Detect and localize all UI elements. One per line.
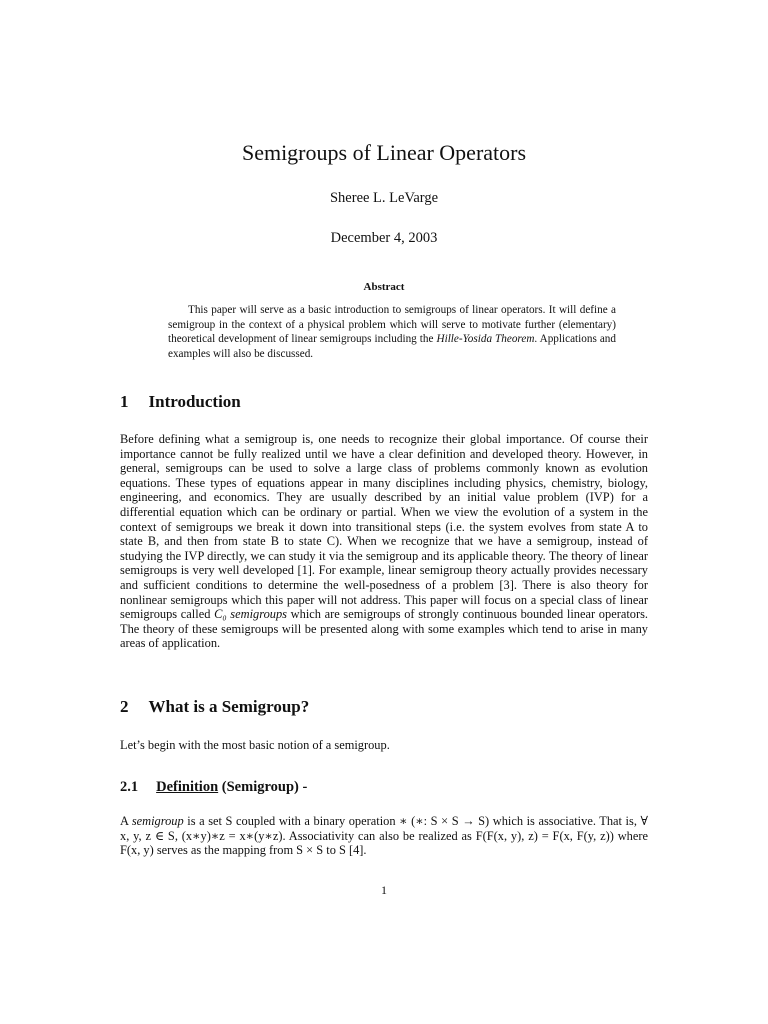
subsection-number: 2.1 <box>120 779 139 795</box>
section-title: What is a Semigroup? <box>148 697 310 716</box>
subsection-title-rest: (Semigroup) - <box>218 779 308 795</box>
section-paragraph-semigroup: Let’s begin with the most basic notion of a semigroup. <box>120 738 390 752</box>
abstract-text-part: This paper will serve as a basic introduction to semigroups of linear operators. It will define a semigroup in the context of a physical problem which will serve to motivate further (elementary) theoretical development of linear semigroups including the <box>168 304 616 345</box>
section-number: 1 <box>120 392 129 411</box>
author-name: Sheree L. LeVarge <box>329 190 439 206</box>
abstract-block <box>168 303 616 361</box>
abstract-text <box>168 303 616 361</box>
section-title: Introduction <box>148 392 241 411</box>
paper-date: December 4, 2003 <box>330 230 438 246</box>
paragraph-emphasis: semigroup <box>131 814 184 828</box>
subsection-heading-definition <box>120 779 307 796</box>
abstract-heading: Abstract <box>363 281 405 293</box>
abstract-text-part: . Applications and examples will also be discussed. <box>168 333 616 360</box>
abstract-emphasis: Hille-Yosida Theorem <box>436 333 535 345</box>
paragraph-text-part: Before defining what a semigroup is, one needs to recognize their global importance. Of course their importance cannot be fully realized until we have a clear definition and developed theory. However, in general, semigroups can be used to solve a large class of problems commonly known as evolution equations. These types of equations appear in many disciplines including physics, chemistry, biology, engineering, and economics. They are usually described by an initial value problem (IVP) for a differential equation which can be ordinary or partial. When we view the evolution of a system in the context of semigroups we break it down into transitional steps (i.e. the system evolves from state A to state B, and then from state B to state C). When we recognize that we have a semigroup, instead of studying the IVP directly, we can study it via the semigroup and its applicable theory. The theory of linear semigroups is very well developed [1]. For example, linear semigroup theory actually provides necessary and sufficient conditions to determine the well-posedness of a problem [3]. There is also theory for nonlinear semigroups which this paper will not address. This paper will focus on a special class of linear semigroups called <box>120 432 648 622</box>
paragraph-text-part: which are semigroups of strongly continuous bounded linear operators. The theory of these semigroups will be presented along with some examples which tend to arise in many areas of application. <box>120 607 648 651</box>
subsection-title <box>156 779 307 796</box>
section-number: 2 <box>120 697 129 716</box>
paragraph-text-part: is a set S coupled with a binary operation ∗ (∗: S × S → S) which is associative. That is, ∀ x, y, z ∈ S, (x∗y)∗z = x∗(y∗z). Associativity can also be realized as F(F(x, y), z) = F(x, F(y, z)) where F(x, y) serves as the mapping from S × S to S [4]. <box>120 814 648 858</box>
section-heading-introduction <box>120 392 241 412</box>
paper-title: Semigroups of Linear Operators <box>241 140 527 165</box>
section-paragraph-introduction <box>120 432 648 651</box>
paragraph-text-part: A <box>120 814 132 828</box>
definition-paragraph <box>120 814 648 858</box>
section-heading-semigroup <box>120 697 309 717</box>
paragraph-emphasis: C₀ semigroups <box>214 607 287 622</box>
page-number: 1 <box>381 883 387 897</box>
subsection-title-underlined: Definition <box>156 779 219 795</box>
